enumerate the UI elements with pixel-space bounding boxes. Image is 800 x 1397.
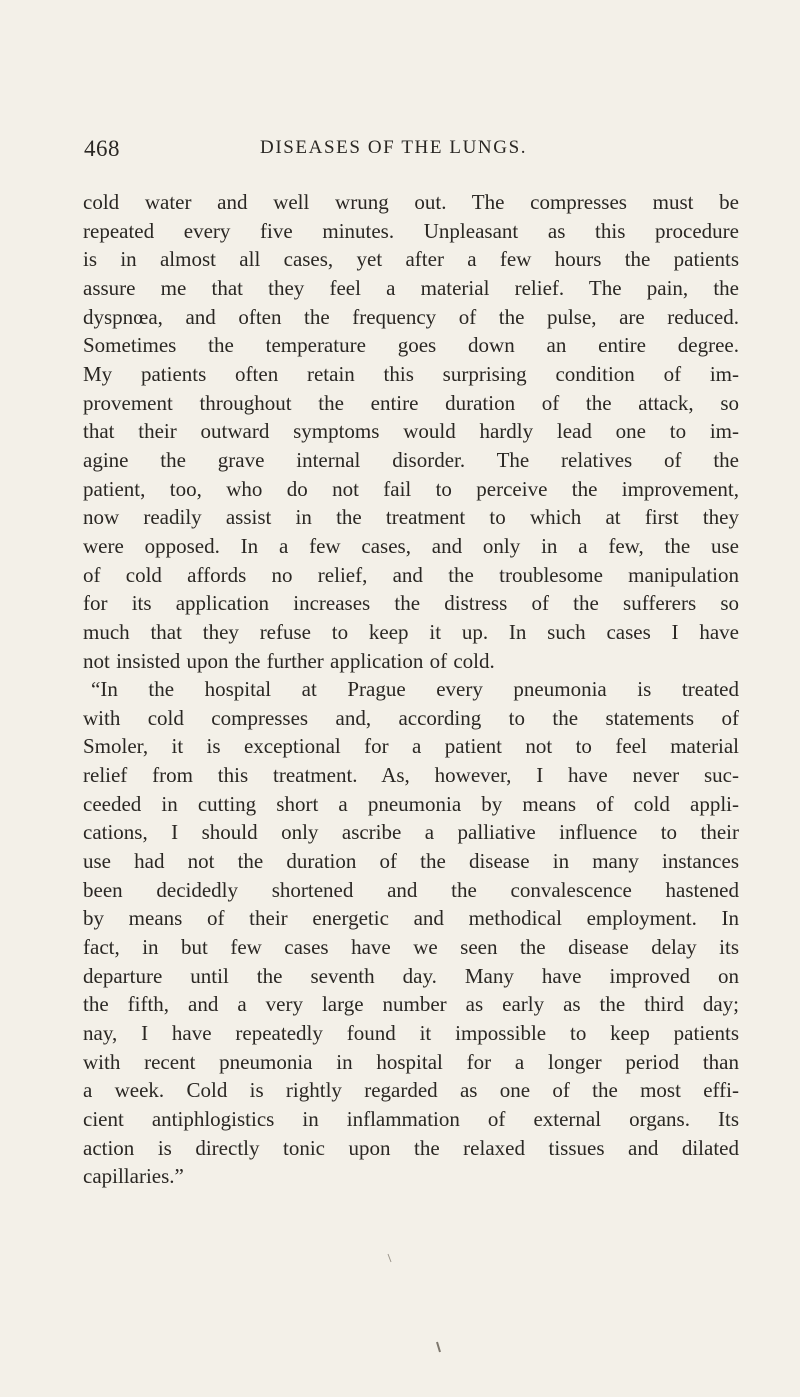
text-line: assure me that they feel a material relief. The pain, the [83,275,739,300]
text-line: that their outward symptoms would hardly lead one to im- [83,419,739,444]
text-line: with cold compresses and, according to the statements of [83,705,739,730]
text-line: of cold affords no relief, and the troublesome manipulation [83,562,739,587]
paragraph-end-line: capillaries.” [83,1164,184,1189]
paragraph-start-line: “In the hospital at Prague every pneumonia is treated [91,677,739,702]
text-line: Smoler, it is exceptional for a patient not to feel material [83,734,739,759]
ink-speck [388,1254,391,1262]
text-line: patient, too, who do not fail to perceive the improvement, [83,476,739,501]
text-line: departure until the seventh day. Many have improved on [83,963,739,988]
text-line: relief from this treatment. As, however, I have never suc- [83,763,739,788]
text-line: Sometimes the temperature goes down an entire degree. [83,333,739,358]
text-line: much that they refuse to keep it up. In such cases I have [83,619,739,644]
paragraph-end-line: not insisted upon the further application of cold. [83,648,495,673]
text-line: for its application increases the distress of the sufferers so [83,591,739,616]
text-line: cold water and well wrung out. The compresses must be [83,190,739,214]
text-line: repeated every five minutes. Unpleasant as this procedure [83,218,739,243]
text-line: ceeded in cutting short a pneumonia by means of cold appli- [83,791,739,816]
text-line: been decidedly shortened and the convalescence hastened [83,877,739,902]
text-line: nay, I have repeatedly found it impossible to keep patients [83,1021,739,1046]
text-line: with recent pneumonia in hospital for a longer period than [83,1049,739,1074]
text-line: use had not the duration of the disease in many instances [83,849,739,874]
text-line: provement throughout the entire duration of the attack, so [83,390,739,415]
text-line: My patients often retain this surprising condition of im- [83,361,739,386]
text-line: now readily assist in the treatment to which at first they [83,505,739,530]
text-line: fact, in but few cases have we seen the disease delay its [83,935,739,960]
text-line: is in almost all cases, yet after a few hours the patients [83,247,739,272]
ink-speck [437,1342,440,1352]
text-line: dyspnœa, and often the frequency of the pulse, are reduced. [83,304,739,329]
text-line: by means of their energetic and methodical employment. In [83,906,739,931]
text-line: were opposed. In a few cases, and only in a few, the use [83,533,739,558]
text-line: cient antiphlogistics in inflammation of external organs. Its [83,1107,739,1131]
page-number: 468 [84,136,120,161]
text-line: a week. Cold is rightly regarded as one of the most effi- [83,1078,739,1103]
text-line: cations, I should only ascribe a palliative influence to their [83,820,739,845]
text-line: action is directly tonic upon the relaxed tissues and dilated [83,1135,739,1160]
text-line: the fifth, and a very large number as early as the third day; [83,992,739,1017]
running-title: DISEASES OF THE LUNGS. [260,137,528,158]
text-line: agine the grave internal disorder. The relatives of the [83,447,739,472]
